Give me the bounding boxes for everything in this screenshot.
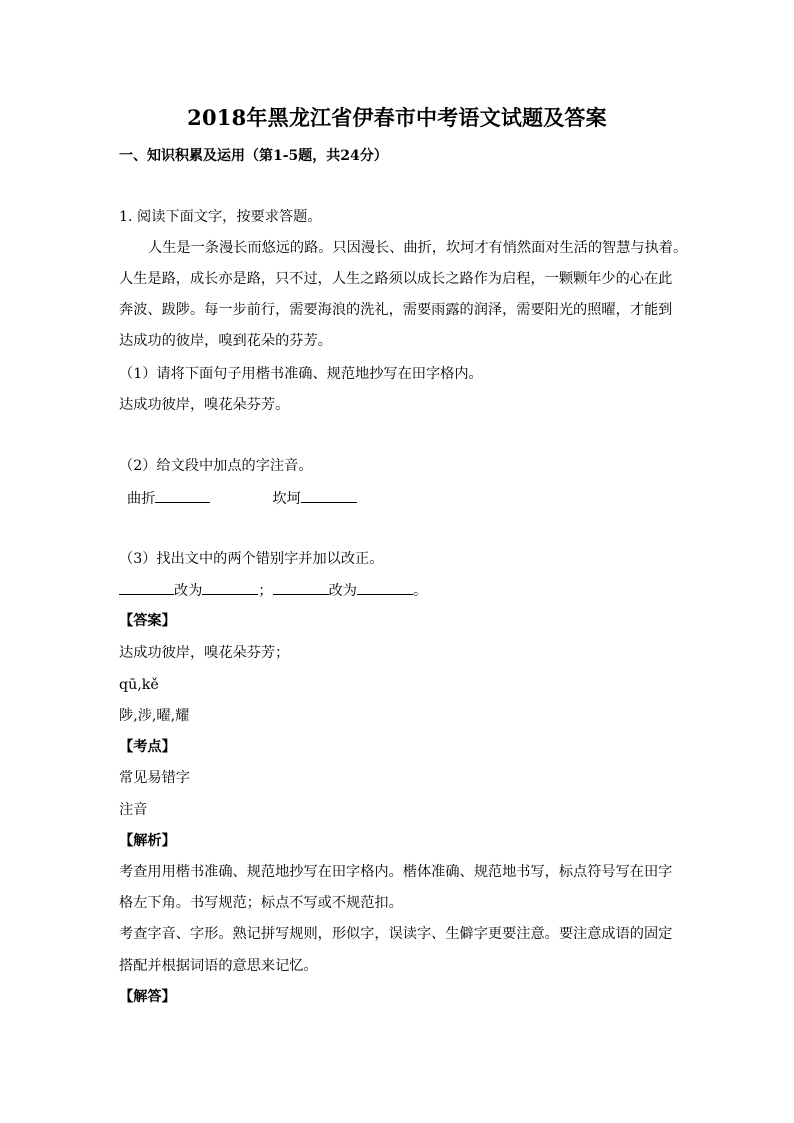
question-stem: 1. 阅读下面文字，按要求答题。 <box>119 209 322 225</box>
subquestion-3: （3）找出文中的两个错别字并加以改正。 <box>119 551 384 567</box>
word-kan-ke: 坎坷 <box>272 491 301 507</box>
word-qu-zhe: 曲折 <box>127 491 156 507</box>
passage-line: 奔波、跋陟。每一步前行，需要海浪的洗礼，需要雨露的润泽，需要阳光的照曜，才能到 <box>119 302 673 318</box>
pinyin-blanks-row <box>127 488 357 509</box>
subquestion-1-text: 达成功彼岸，嗅花朵芬芳。 <box>119 397 290 413</box>
answer-line: 达成功彼岸，嗅花朵芬芳； <box>119 645 290 661</box>
answer-label: 【答案】 <box>119 613 176 629</box>
subquestion-2: （2）给文段中加点的字注音。 <box>119 458 313 474</box>
correction-blanks-row <box>119 580 427 601</box>
answer-line: qū,kě <box>119 677 159 693</box>
section-heading: 一、知识积累及运用（第1-5题，共24分） <box>119 148 388 164</box>
kaodian-line: 注音 <box>119 802 148 818</box>
jiexi-line: 考查字音、字形。熟记拼写规则，形似字，误读字、生僻字更要注意。要注意成语的固定 <box>119 926 673 942</box>
kaodian-line: 常见易错字 <box>119 770 190 786</box>
answer-blank <box>119 580 174 595</box>
answer-blank <box>202 580 258 595</box>
passage-line: 人生是一条漫长而悠远的路。只因漫长、曲折，坎坷才有悄然面对生活的智慧与执着。 <box>148 240 688 256</box>
jiexi-line: 格左下角。书写规范；标点不写或不规范扣。 <box>119 895 403 911</box>
jiexi-label: 【解析】 <box>119 833 176 849</box>
passage-line: 达成功的彼岸，嗅到花朵的芬芳。 <box>119 333 332 349</box>
change-to-text: 改为 <box>328 583 357 599</box>
jieda-label: 【解答】 <box>119 989 176 1005</box>
answer-blank <box>273 580 329 595</box>
jiexi-line: 考查用用楷书准确、规范地抄写在田字格内。楷体准确、规范地书写，标点符号写在田字 <box>119 864 673 880</box>
document-title: 2018年黑龙江省伊春市中考语文试题及答案 <box>187 105 607 130</box>
subquestion-1: （1）请将下面句子用楷书准确、规范地抄写在田字格内。 <box>119 366 483 382</box>
kaodian-label: 【考点】 <box>119 739 176 755</box>
passage-line: 人生是路，成长亦是路，只不过，人生之路须以成长之路作为启程，一颗颗年少的心在此 <box>119 271 673 287</box>
answer-blank <box>357 580 413 595</box>
answer-line: 陟,涉,曜,耀 <box>119 708 190 724</box>
jiexi-line: 搭配并根据词语的意思来记忆。 <box>119 958 318 974</box>
end-punct: 。 <box>412 583 428 599</box>
answer-blank <box>301 488 357 503</box>
answer-blank <box>155 488 210 503</box>
separator-text: ； <box>258 583 273 599</box>
change-to-text: 改为 <box>174 583 203 599</box>
